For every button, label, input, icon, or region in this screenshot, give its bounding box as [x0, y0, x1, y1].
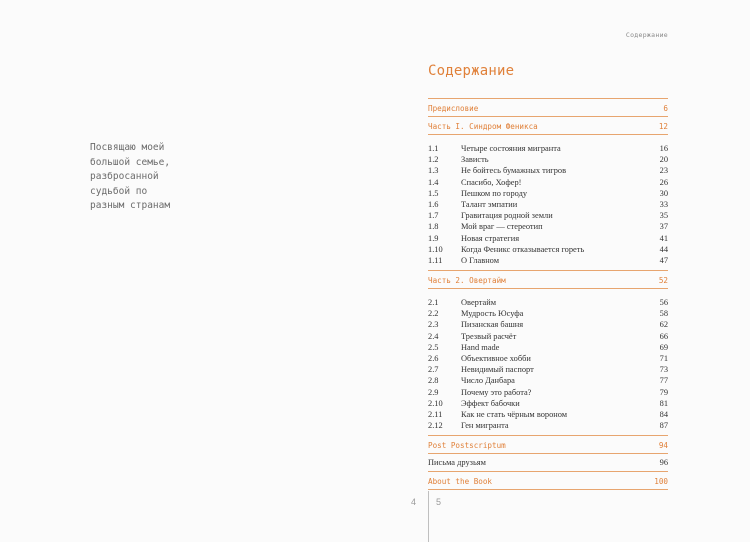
entry-title: Мой враг — стереотип — [461, 222, 543, 232]
entry-number: 2.4 — [428, 331, 439, 341]
toc-entry[interactable] — [428, 189, 668, 200]
toc-entry[interactable] — [428, 399, 668, 410]
toc-title: Содержание — [428, 63, 515, 79]
entry-number: 2.2 — [428, 309, 439, 319]
entry-page: 71 — [659, 354, 668, 363]
part2-entries — [428, 298, 668, 432]
toc-entry[interactable] — [428, 166, 668, 177]
entry-title: Пешком по городу — [461, 188, 528, 198]
toc-part2-label: Часть 2. Овертайм — [428, 276, 506, 286]
entry-page: 62 — [659, 320, 668, 330]
right-page — [424, 0, 750, 542]
toc-preface[interactable] — [428, 99, 668, 116]
entry-title: Ген мигранта — [461, 421, 509, 431]
entry-title: Зависть — [461, 155, 489, 165]
entry-page: 77 — [659, 376, 668, 386]
gutter-divider — [428, 491, 429, 542]
entry-number: 2.5 — [428, 342, 439, 352]
entry-number: 2.11 — [428, 409, 443, 419]
toc-preface-label: Предисловие — [428, 104, 479, 113]
entry-page: 79 — [659, 387, 668, 397]
entry-number: 2.12 — [428, 421, 443, 431]
toc-postscriptum-page: 94 — [658, 441, 668, 451]
toc-entry[interactable] — [428, 144, 668, 155]
entry-title: Hand made — [461, 342, 500, 352]
entry-number: 1.2 — [428, 155, 439, 165]
toc-postscriptum[interactable] — [428, 436, 668, 453]
entry-title: Спасибо, Хофер! — [461, 177, 522, 187]
entry-title: Не бойтесь бумажных тигров — [461, 166, 567, 176]
toc-entry[interactable] — [428, 309, 668, 320]
entry-page: 30 — [659, 188, 668, 198]
entry-page: 26 — [659, 177, 668, 187]
toc-entry[interactable] — [428, 222, 668, 233]
entry-title: Мудрость Юсуфа — [461, 309, 524, 319]
entry-page: 87 — [659, 421, 668, 431]
entry-number: 2.9 — [428, 387, 439, 397]
toc-entry[interactable] — [428, 365, 668, 376]
entry-page: 23 — [659, 166, 668, 176]
toc-part2[interactable] — [428, 271, 668, 288]
entry-number: 1.6 — [428, 199, 439, 209]
entry-number: 2.8 — [428, 376, 439, 386]
entry-number: 2.7 — [428, 365, 439, 375]
toc-entry[interactable] — [428, 211, 668, 222]
toc-letters-page: 96 — [659, 458, 668, 468]
entry-title: Эффект бабочки — [461, 398, 520, 408]
toc-entry[interactable] — [428, 388, 668, 399]
toc-about-page: 100 — [654, 477, 668, 487]
toc-entry[interactable] — [428, 421, 668, 432]
entry-number: 2.10 — [428, 398, 443, 408]
entry-page: 73 — [659, 365, 668, 375]
entry-page: 69 — [659, 342, 668, 352]
entry-number: 2.1 — [428, 298, 439, 308]
divider — [428, 489, 668, 490]
entry-page: 84 — [659, 409, 668, 419]
toc-entry[interactable] — [428, 410, 668, 421]
entry-page: 47 — [659, 255, 668, 265]
entry-number: 1.5 — [428, 188, 439, 198]
part1-entries — [428, 144, 668, 267]
toc-entry[interactable] — [428, 320, 668, 331]
entry-page: 81 — [659, 398, 668, 408]
running-header: Содержание — [625, 31, 668, 39]
entry-number: 2.3 — [428, 320, 439, 330]
entry-number: 2.6 — [428, 354, 439, 363]
entry-title: Объективное хобби — [461, 354, 531, 363]
entry-title: Гравитация родной земли — [461, 211, 553, 221]
entry-title: Новая стратегия — [461, 233, 520, 243]
entry-page: 44 — [659, 244, 668, 254]
entry-page: 20 — [659, 155, 668, 165]
entry-title: Талант эмпатии — [461, 199, 518, 209]
entry-page: 56 — [659, 298, 668, 308]
toc-entry[interactable] — [428, 234, 668, 245]
table-of-contents — [428, 98, 668, 490]
toc-part2-page: 52 — [658, 276, 668, 286]
toc-postscriptum-label: Post Postscriptum — [428, 441, 506, 451]
entry-title: Невидимый паспорт — [461, 365, 534, 375]
toc-preface-page: 6 — [663, 104, 668, 113]
toc-entry[interactable] — [428, 332, 668, 343]
toc-about[interactable] — [428, 472, 668, 489]
toc-entry[interactable] — [428, 200, 668, 211]
toc-entry[interactable] — [428, 376, 668, 387]
toc-about-label: About the Book — [428, 477, 493, 487]
entry-number: 1.1 — [428, 144, 439, 153]
toc-entry[interactable] — [428, 354, 668, 365]
page-number-left: 4 — [411, 497, 417, 507]
entry-page: 58 — [659, 309, 668, 319]
toc-entry[interactable] — [428, 245, 668, 256]
entry-title: Как не стать чёрным вороном — [461, 409, 568, 419]
entry-number: 1.7 — [428, 211, 439, 221]
page-number-right: 5 — [436, 497, 442, 507]
toc-entry[interactable] — [428, 155, 668, 166]
entry-title: Овертайм — [461, 298, 497, 308]
entry-number: 1.11 — [428, 255, 443, 265]
entry-title: Трезвый расчёт — [461, 331, 517, 341]
entry-number: 1.10 — [428, 244, 443, 254]
entry-title: Пизанская башня — [461, 320, 524, 330]
toc-entry[interactable] — [428, 256, 668, 267]
entry-page: 16 — [659, 144, 668, 153]
entry-page: 37 — [659, 222, 668, 232]
entry-title: О Главном — [461, 255, 500, 265]
entry-title: Когда Феникс отказывается гореть — [461, 244, 585, 254]
toc-entry[interactable] — [428, 343, 668, 354]
entry-page: 33 — [659, 199, 668, 209]
entry-number: 1.4 — [428, 177, 439, 187]
dedication-text: Посвящаю моей большой семье, разбросанной судьбой по разным странам — [90, 142, 171, 212]
entry-title: Четыре состояния мигранта — [461, 144, 561, 153]
entry-number: 1.9 — [428, 233, 439, 243]
entry-page: 41 — [659, 233, 668, 243]
entry-number: 1.3 — [428, 166, 439, 176]
toc-part1[interactable] — [428, 117, 668, 134]
entry-number: 1.8 — [428, 222, 439, 232]
toc-part1-page: 12 — [658, 122, 668, 131]
toc-letters-label: Письма друзьям — [428, 458, 486, 468]
toc-letters[interactable] — [428, 454, 668, 471]
toc-part1-label: Часть I. Синдром Феникса — [428, 122, 538, 131]
entry-title: Число Данбара — [461, 376, 515, 386]
toc-entry[interactable] — [428, 298, 668, 309]
toc-entry[interactable] — [428, 178, 668, 189]
entry-title: Почему это работа? — [461, 387, 532, 397]
entry-page: 35 — [659, 211, 668, 221]
entry-page: 66 — [659, 331, 668, 341]
